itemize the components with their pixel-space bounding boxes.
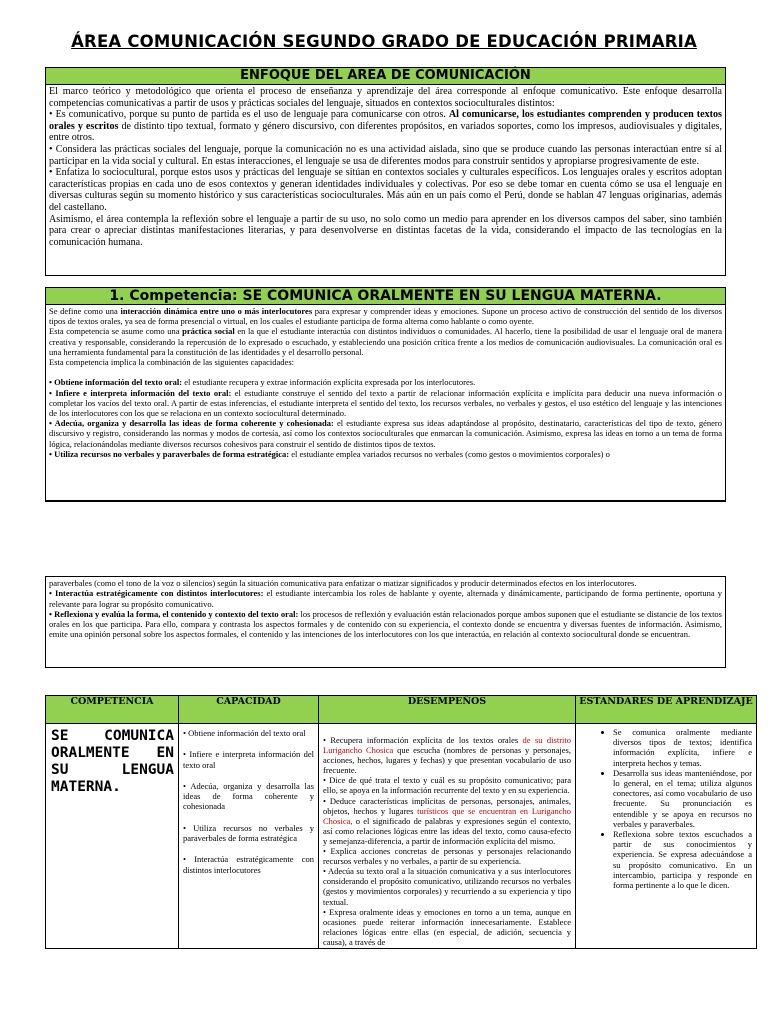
enfoque-text: • Es comunicativo, porque su punto de partida es el uso de lenguaje para comunicarse con otros. [49, 109, 449, 121]
competencia-table [45, 695, 757, 949]
capacidad-item [49, 609, 722, 640]
desempeno-highlight: de su distrito Lurigancho Chosica [323, 735, 571, 756]
enfoque-paragraph: El marco teórico y metodológico que orienta el proceso de enseñanza y aprendizaje del área corresponde al enfoque comunicativo. Este enfoque desarrolla competencias comunicativas a partir de usos y prácticas sociales del lenguaje, situados en contextos socioculturales distintos: [49, 86, 722, 109]
competencia-cell [46, 724, 179, 949]
capacidad-desc: el estudiante intercambia los roles de hablante y oyente, alternada y dinámicamente, participando de forma pertinente, oportuna y relevante para lograr su propósito comunicativo. [49, 588, 722, 609]
header-desempenos: DESEMPEÑOS [319, 696, 576, 724]
enfoque-section [45, 67, 726, 276]
enfoque-paragraph: Asimismo, el área contempla la reflexión sobre el lenguaje a partir de su uso, no solo como un medio para aprender en los diversos campos del saber, sino también para crear o apreciar distintas manifestaciones literarias, y para desenvolverse en distintas facetas de la vida, considerando el impacto de las tecnologías en la comunicación humana. [49, 213, 722, 248]
capacidad-item: • Infiere e interpreta información del texto oral [183, 749, 314, 770]
capacidad-cell [179, 724, 319, 949]
enfoque-paragraph [49, 109, 722, 144]
desempeno-item: • Dice de qué trata el texto y cuál es su propósito comunicativo; para ello, se apoya en la información recurrente del texto y en su experiencia. [323, 775, 571, 796]
competencia-text: en la que el estudiante interactúa con distintos individuos o comunidades. Al hacerlo, tiene la posibilidad de usar el lenguaje oral de manera creativa y responsable, considerando la repercusión de lo expresado o escuchado, y estableciendo una posición crítica frente a los medios de comunicación audiovisuales. La comunicación oral es una herramienta fundamental para la constitución de las identidades y el desarrollo personal. [49, 326, 723, 357]
capacidad-desc: el estudiante recupera y extrae información explícita expresada por los interlocutores. [182, 377, 476, 388]
capacidad-item [49, 588, 722, 609]
capacidad-item [49, 377, 722, 387]
header-competencia: COMPETENCIA [46, 696, 179, 724]
competencia-spacer [49, 367, 722, 377]
capacidad-name: • Infiere e interpreta información del texto oral: [49, 387, 232, 398]
capacidad-name: • Reflexiona y evalúa la forma, el contenido y contexto del texto oral: [49, 608, 299, 619]
capacidad-desc: el estudiante expresa sus ideas adaptándose al propósito, destinatario, características del tipo de texto, género discursivo y registro, considerando las normas y modos de cortesía, así como los contextos socioculturales que enmarcan la comunicación. Asimismo, expresa las ideas en torno a un tema de forma lógica, relacionándolas mediante diversos recursos cohesivos para construir el sentido de distintos tipos de textos. [49, 418, 722, 449]
competencia-name: SE COMUNICA ORALMENTE EN SU LENGUA MATERNA. [51, 728, 174, 795]
capacidad-name: • Utiliza recursos no verbales y paraverbales de forma estratégica: [49, 448, 290, 459]
desempeno-item: • Expresa oralmente ideas y emociones en torno a un tema, aunque en ocasiones puede reiterar información innecesariamente. Establece relaciones lógicas entre ellas (en especial, de adición, secuencia y causa), a través de [323, 906, 571, 947]
desempeno-text: • Deduce características implícitas de personas, personajes, animales, objetos, hechos y lugares [323, 795, 571, 816]
enfoque-body [46, 85, 725, 249]
competencia-paragraph [49, 326, 722, 357]
capacidad-item [49, 449, 722, 459]
enfoque-heading: ENFOQUE DEL AREA DE COMUNICACIÓN [46, 68, 725, 85]
competencia-body [46, 305, 725, 460]
table-header-row [46, 696, 757, 724]
header-estandares: ESTANDARES DE APRENDIZAJE [576, 696, 757, 724]
capacidad-item: • Interactúa estratégicamente con distintos interlocutores [183, 854, 314, 875]
estandares-cell [576, 724, 757, 949]
capacidad-desc: los procesos de reflexión y evaluación están relacionados porque ambos suponen que el estudiante se distancie de los textos orales en los que participa. Para ello, compara y contrasta los aspectos formales y de contenido con su experiencia, el contexto donde se encuentra y diversas fuentes de información. Asimismo, emite una opinión personal sobre los aspectos formales, el contenido y las intenciones de los interlocutores con los que interactúa, en relación al contexto sociocultural donde se encuentran. [49, 608, 722, 640]
estandar-item: • Desarrolla sus ideas manteniéndose, por lo general, en el tema; utiliza algunos conectores, así como vocabulario de uso frecuente. Su pronunciación es entendible y se apoya en recursos no verbales y paraverbales. [613, 768, 752, 829]
competencia-paragraph [49, 306, 722, 326]
capacidad-desc: el estudiante construye el sentido del texto a partir de relacionar información explícita e implícita para deducir una nueva información o completar los vacíos del texto oral. A partir de estas inferencias, el estudiante interpreta el sentido del texto, los recursos verbales, no verbales y gestos, el uso estético del lenguaje y las intenciones de los interlocutores con los que se relaciona en un contexto sociocultural determinado. [49, 387, 723, 419]
capacidad-name: • Interactúa estratégicamente con distintos interlocutores: [49, 588, 264, 599]
desempeno-text: que escucha (nombres de personas y personajes, acciones, hechos, lugares y fechas) y que presentan vocabulario de uso frecuente. [323, 745, 571, 776]
desempeno-item: • Adecúa su texto oral a la situación comunicativa y a sus interlocutores considerando el propósito comunicativo, utilizando recursos no verbales (gestos y movimientos corporales) y recurriendo a su experiencia y tipo textual. [323, 866, 571, 907]
competencia-paragraph: Esta competencia implica la combinación de las siguientes capacidades: [49, 357, 294, 368]
table-row [46, 724, 757, 949]
competencia-text: Esta competencia se asume como una [49, 326, 183, 337]
enfoque-paragraph: • Enfatiza lo sociocultural, porque estos usos y prácticas del lenguaje se sitúan en contextos sociales y culturales específicos. Los lenguajes orales y escritos adoptan características propias en cada uno de esos contextos y generan identidades individuales y colectivas. Por eso se debe tomar en cuenta cómo se usa el lenguaje en diversas culturas según su momento histórico y sus características socioculturales. Más aún en un país como el Perú, donde se hablan 47 lenguas originarias, además del castellano. [49, 167, 722, 213]
continuation-body [46, 577, 725, 641]
capacidad-name: • Adecúa, organiza y desarrolla las ideas de forma coherente y cohesionada: [49, 418, 334, 429]
capacidad-item: • Obtiene información del texto oral [183, 728, 306, 738]
header-capacidad: CAPACIDAD [179, 696, 319, 724]
estandar-item: • Reflexiona sobre textos escuchados a partir de sus conocimientos y experiencia. Se expresa adecuándose a su propósito comunicativo. En un intercambio, participa y responde en forma pertinente a lo que le dicen. [613, 829, 752, 890]
competencia-bold-text: interacción dinámica entre uno o más interlocutores [120, 306, 313, 316]
desempenos-cell [319, 724, 576, 949]
capacidad-item: • Adecúa, organiza y desarrolla las ideas de forma coherente y cohesionada [183, 780, 314, 812]
desempeno-item [323, 796, 571, 846]
competencia-section [45, 287, 726, 502]
competencia-continuation [45, 576, 726, 668]
enfoque-text: de distinto tipo textual, formato y género discursivo, con diferentes propósitos, en variados soportes, como los impresos, audiovisuales y digitales, entre otros. [49, 120, 723, 144]
estandar-item: • Se comunica oralmente mediante diversos tipos de textos; identifica información explícita, infiere e interpreta hechos y temas. [613, 727, 752, 768]
enfoque-paragraph: • Considera las prácticas sociales del lenguaje, porque la comunicación no es una actividad aislada, sino que se produce cuando las personas interactúan entre sí al participar en la vida social y cultural. En estas interacciones, el lenguaje se usa de diferentes modos para construir sentidos y apropiarse progresivamente de este. [49, 143, 722, 167]
capacidad-item: • Utiliza recursos no verbales y paraverbales de forma estratégica [183, 822, 314, 844]
estandares-list [577, 727, 752, 890]
continuation-paragraph: paraverbales (como el tono de la voz o silencios) según la situación comunicativa para enfatizar o matizar significados y producir determinados efectos en los interlocutores. [49, 578, 637, 588]
desempeno-highlight: turísticos que se encuentran en Lurigancho Chosica, [323, 805, 571, 826]
page-title: ÁREA COMUNICACIÓN SEGUNDO GRADO DE EDUCACIÓN PRIMARIA [71, 32, 697, 51]
enfoque-bold-text: Al comunicarse, los estudiantes comprenden y producen textos orales y escritos [49, 109, 722, 132]
competencia-bold-text: práctica social [182, 326, 235, 337]
capacidad-item [49, 388, 722, 419]
capacidad-name: • Obtiene información del texto oral: [49, 377, 183, 388]
competencia-text: para expresar y comprender ideas y emociones. Supone un proceso activo de construcción del sentido de los diversos tipos de textos orales, ya sea de forma presencial o virtual, en los cuales el estudiante participa de forma alterna como hablante o como oyente. [49, 306, 722, 327]
desempeno-text: o el significado de palabras y expresiones según el contexto, así como relaciones lógicas entre las ideas del texto, como causa-efecto y semejanza-diferencia, a partir de información explícita del mismo. [323, 815, 571, 846]
competencia-text: Se define como una [49, 306, 121, 316]
desempeno-item [323, 735, 571, 775]
competencia-heading: 1. Competencia: SE COMUNICA ORALMENTE EN SU LENGUA MATERNA. [46, 288, 725, 305]
capacidad-desc: el estudiante emplea variados recursos no verbales (como gestos o movimientos corporales) o [289, 448, 610, 459]
capacidad-item [49, 418, 722, 449]
desempeno-item: • Explica acciones concretas de personas y personajes relacionando recursos verbales y no verbales, a partir de su experiencia. [323, 846, 571, 867]
desempeno-text: • Recupera información explícita de los textos orales [323, 735, 523, 745]
